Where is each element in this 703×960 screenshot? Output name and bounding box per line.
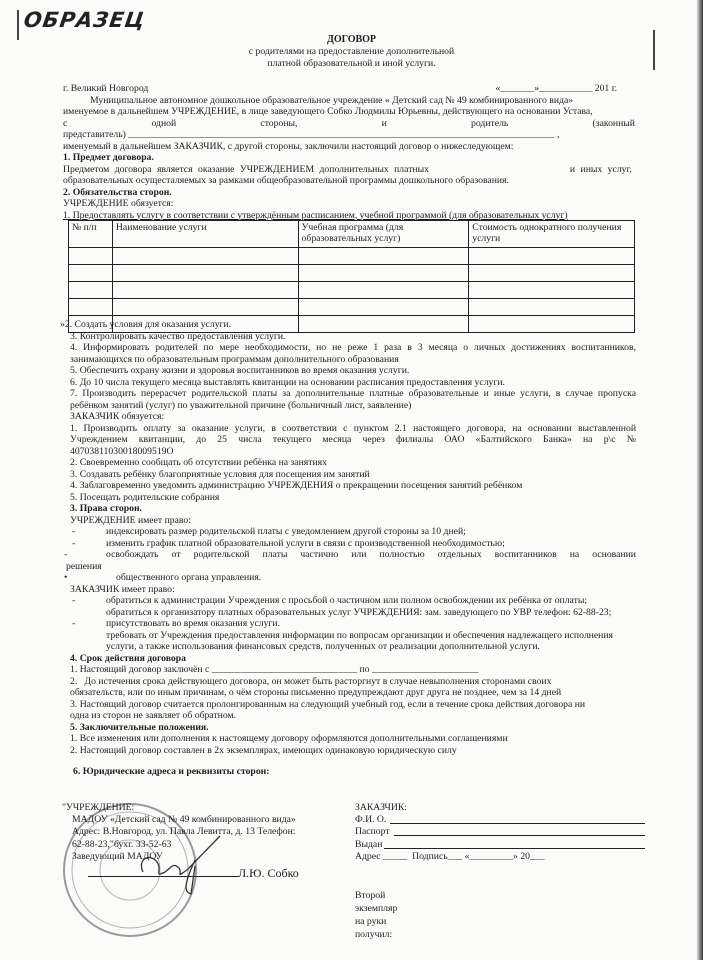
table-cell [112, 248, 298, 265]
obligation-item: 1. Производить оплату за оказание услуги, в соответствии с пунктом 2.1 настоящего договора, на основании выставленной [70, 422, 636, 434]
column-header: Наименование услуги [112, 221, 298, 248]
right-item: - обратиться к администрации Учреждения с просьбой о частичном или полном освобождении их ребёнка от оплаты; [72, 595, 588, 606]
table-cell [112, 299, 298, 316]
section-heading: 2. Обязательства сторон. [63, 186, 172, 198]
obligation-item: »2. Создать условия для оказания услуги. [60, 319, 232, 330]
table-row [69, 248, 635, 265]
right-item: - присутствовать во время оказания услуги. [72, 618, 281, 629]
intro-line: именуемое в дальнейшем УЧРЕЖДЕНИЕ, в лице заведующего Собко Людмилы Юрьевны, действующего на основании Устава, [63, 106, 593, 117]
city: г. Великий Новгород [63, 83, 149, 94]
table-cell [112, 282, 298, 299]
party-label: ЗАКАЗЧИК имеет право: [70, 583, 175, 595]
table-cell [298, 299, 469, 316]
obligation-item: 5. Посещать родительские собрания [70, 491, 220, 503]
institution-line: МАДОУ «Детский сад № 49 комбинированного вида» [72, 814, 296, 826]
table-cell [469, 299, 635, 316]
sample-stamp-label: ОБРАЗЕЦ [22, 8, 147, 32]
table-cell [112, 265, 298, 282]
table-cell [469, 282, 635, 299]
services-table [68, 220, 635, 333]
column-header: Стоимость однократного получения услуги [469, 221, 635, 248]
intro-block [63, 83, 635, 221]
column-header: Учебная программа (для образовательных услуг) [298, 221, 469, 248]
table-cell [69, 282, 113, 299]
section-heading: 5. Заключительные положения. [70, 721, 209, 733]
final-item: 1. Все изменения или дополнения к настоящему договору оформляются дополнительными соглашениями [70, 733, 508, 744]
section-heading: 1. Предмет договора. [63, 152, 154, 163]
section-heading: 3. Права сторон. [70, 503, 142, 514]
section-line: образовательных осущесталяемых за рамками общеобразовательной программы дошкольного образования. [63, 175, 509, 186]
right-item: - индексировать размер родительской платы с уведомлением другой стороны за 10 дней; [72, 526, 466, 537]
table-cell [469, 265, 635, 282]
obligation-item: 1. Предоставлять услугу в соответствии с утверждённым расписанием, учебной программой (для образовательных услуг) [63, 209, 568, 221]
term-item: 3. Настоящий договор считается пролонгированным на следующий учебный год, если в течение срока действия договора ни [70, 698, 586, 710]
scan-edge [697, 0, 703, 960]
obligation-item: Учреждением квитанции, до 25 числа текущего месяца через филиалы ОАО «Балтийского Банка» на р\с № [70, 434, 636, 445]
section-line: Предметом договора является оказание УЧРЕЖДЕНИЕМ дополнительных платных и иных услуг, [63, 163, 632, 175]
right-item: обратиться к организатору платных образовательных услуг УЧРЕЖДЕНИЯ: зам. заведующего по УВР телефон: 62-88-23; [106, 606, 612, 618]
intro-line: Муниципальное автономное дошкольное образовательное учреждение « Детский сад № 49 комбинированного вида» [90, 94, 574, 106]
table-cell [69, 299, 113, 316]
intro-line: представитель) ________________________________________________________________________________________ , [63, 129, 560, 140]
issued-field[interactable]: Выдан [355, 839, 645, 851]
city-date-line [63, 83, 635, 95]
table-row [69, 265, 635, 282]
customer-details [355, 802, 645, 941]
obligation-item: 3. Создавать ребёнку благоприятные условия для посещения им занятий [70, 468, 370, 480]
customer-label: ЗАКАЗЧИК: [355, 802, 407, 813]
table-cell [298, 265, 469, 282]
intro-line: именуемый в дальнейшем ЗАКАЗЧИК, с другой стороны, заключили настоящий договор о нижеследующем: [63, 140, 514, 152]
final-item: 2. Настоящий договор составлен в 2х экземплярах, имеющих одинаковую юридическую силу [70, 744, 457, 756]
title-main: ДОГОВОР [326, 34, 377, 45]
term-item: 2. До истечения срока действующего договора, он может быть расторгнут в случае невыполнения сторонами своих [70, 675, 552, 687]
signer-name: Л.Ю. Собко [238, 866, 299, 881]
contract-date: «_______»___________ 201 г. [495, 83, 617, 94]
term-item: 1. Настоящий договор заключён с ______________________________ по ______________________ [70, 664, 479, 675]
institution-line: Адрес: В.Новгород, ул. Павла Левитта, д. 13 Телефон: [72, 826, 296, 838]
table-row [69, 299, 635, 316]
bank-account: 40703811030018009519О [70, 445, 174, 457]
party-label: УЧРЕЖДЕНИЕ обязуется: [63, 198, 174, 209]
intro-line: с одной стороны, и родитель (законный [63, 117, 635, 129]
handwritten-signature [135, 832, 225, 902]
table-cell [69, 248, 113, 265]
obligation-item: 3. Контролировать качество предоставления услуги. [70, 330, 286, 342]
party-label: ЗАКАЗЧИК обязуется: [70, 411, 165, 422]
party-label: УЧРЕЖДЕНИЕ имеет право: [70, 514, 191, 526]
obligation-item: 2. Своевременно сообщать об отсутствии ребёнка на занятиях [70, 457, 327, 468]
institution-line: Заведующий МАДОУ [72, 850, 163, 862]
copy-received: Второй экземпляр на руки получил: [355, 890, 398, 941]
right-item: услуги, а также использования финансовых средств, полученных от реализации дополнительной услуги. [106, 641, 540, 652]
obligation-item: 6. До 10 числа текущего месяца выставлять квитанции на основании расписания предоставления услуги. [70, 376, 505, 388]
obligation-item: 7. Производить перерасчет родительской платы за дополнительные платные образовательные и иные услуги, в случае пропуска [70, 388, 636, 399]
main-block [60, 319, 636, 756]
obligation-item: занимающихся по образовательным программам дополнительного образования [70, 353, 399, 365]
section-heading: 6. Юридические адреса и реквизиты сторон: [73, 766, 270, 777]
right-item: требовать от Учреждения предоставления информации по вопросам организации и обеспечения надлежащего исполнения [106, 629, 613, 641]
table-cell [298, 282, 469, 299]
term-item: одна из сторон не заявляет об обратном. [70, 710, 237, 721]
obligation-item: 5. Обеспечить охрану жизни и здоровья воспитанников во время оказания услуги. [70, 365, 410, 376]
table-row [69, 282, 635, 299]
title-sub: с родителями на предоставление дополнительной [248, 46, 455, 57]
obligation-item: 4. Информировать родителей по мере необходимости, но не реже 1 раза в 3 месяца о личных достижениях воспитанников, [70, 342, 636, 353]
table-cell [469, 248, 635, 265]
institution-line: 62-88-23,"бухг. 33-52-63 [72, 838, 172, 850]
address-signature-line: Адрес _____ Подпись___ «_________» 20___ [355, 850, 545, 862]
section-heading: 4. Срок действия договора [70, 652, 186, 664]
obligation-item: 4. Заблаговременно уведомить администрацию УЧРЕЖДЕНИЯ о прекращении посещения занятий ребёнком [70, 480, 523, 491]
right-item-cont: решения [66, 560, 102, 572]
table-cell [298, 248, 469, 265]
document-title [0, 34, 703, 70]
obligation-item: ребёнком занятий (услуг) по уважительной причине (больничный лист, заявление) [70, 399, 412, 411]
right-item: • общественного органа управления. [64, 572, 262, 583]
right-item: - изменить график платной образовательной услуги в связи с производственной необходимостью; [72, 537, 505, 549]
term-item: обязательств, или по иным причинам, о чём стороны письменно предупреждают друг друга не позднее, чем за 14 дней [70, 687, 562, 698]
title-sub: платной образовательной и иной услуги. [267, 58, 436, 69]
passport-field[interactable]: Паспорт [355, 826, 645, 838]
right-item: - освобождать от родительской платы частично или полностью отдельных воспитанников на основании [64, 549, 636, 560]
table-header-row [69, 221, 635, 248]
table-cell [69, 265, 113, 282]
fio-field[interactable]: Ф.И. О. [355, 814, 645, 826]
column-header: № п/п [69, 221, 113, 248]
institution-label: "УЧРЕЖДЕНИЕ: [62, 802, 135, 813]
